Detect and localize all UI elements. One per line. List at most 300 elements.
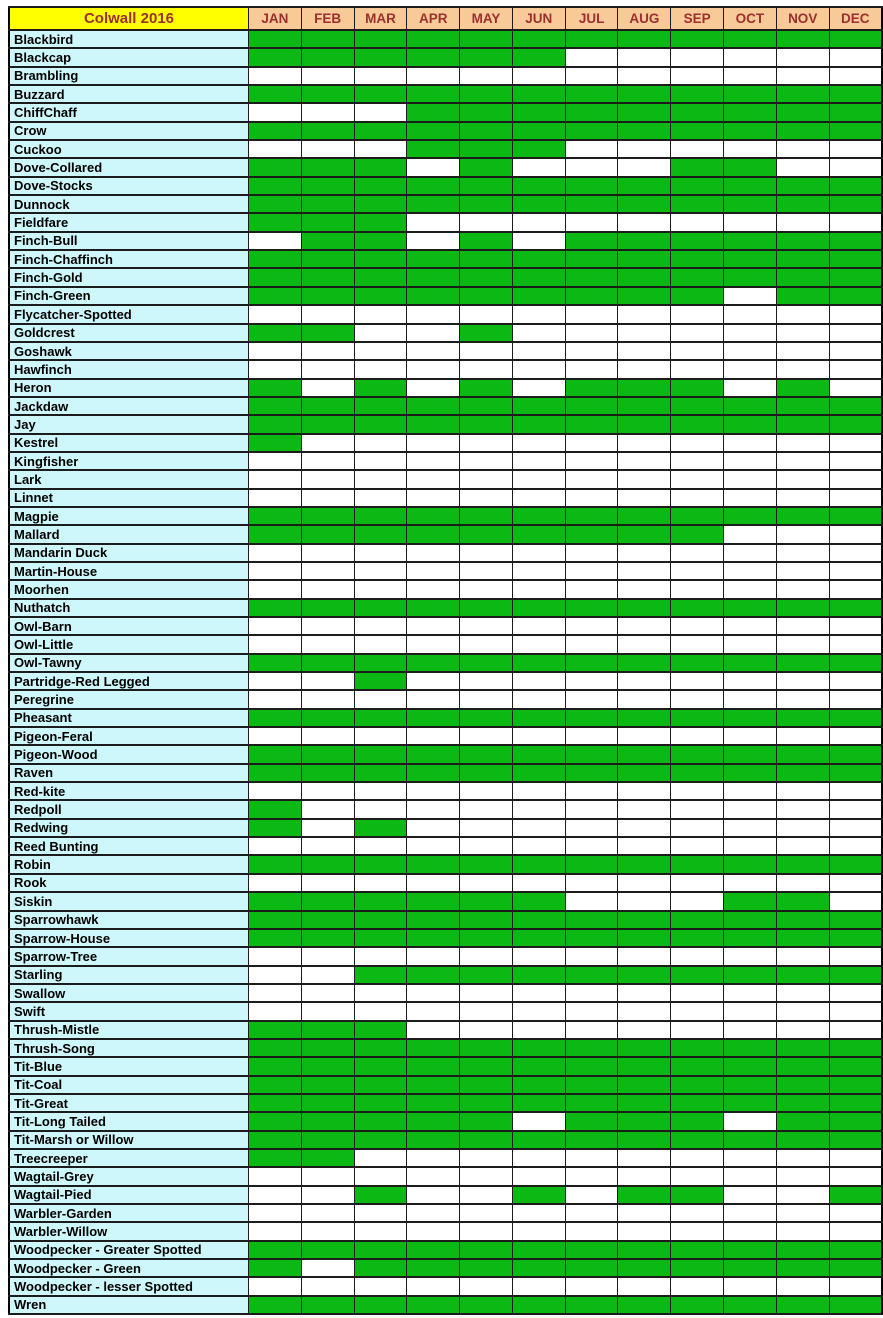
species-label: Tit-Long Tailed xyxy=(9,1112,249,1130)
species-row xyxy=(9,709,882,727)
month-cell-nov xyxy=(776,1277,829,1295)
month-cell-jul xyxy=(565,1277,618,1295)
month-cell-jul xyxy=(565,525,618,543)
month-cell-sep xyxy=(671,140,724,158)
month-cell-nov xyxy=(776,800,829,818)
month-cell-dec xyxy=(829,672,882,690)
species-row xyxy=(9,1021,882,1039)
month-cell-jan xyxy=(249,415,302,433)
month-cell-nov xyxy=(776,250,829,268)
month-cell-nov xyxy=(776,1076,829,1094)
species-label: Dove-Stocks xyxy=(9,177,249,195)
month-cell-jul xyxy=(565,709,618,727)
month-cell-jan xyxy=(249,397,302,415)
month-cell-nov xyxy=(776,397,829,415)
species-row xyxy=(9,489,882,507)
month-cell-aug xyxy=(618,30,671,48)
month-cell-dec xyxy=(829,782,882,800)
species-row xyxy=(9,672,882,690)
month-cell-jan xyxy=(249,580,302,598)
month-cell-apr xyxy=(407,48,460,66)
species-label: Dove-Collared xyxy=(9,158,249,176)
month-cell-dec xyxy=(829,85,882,103)
month-cell-aug xyxy=(618,397,671,415)
month-cell-aug xyxy=(618,635,671,653)
species-row xyxy=(9,507,882,525)
month-cell-feb xyxy=(301,1186,354,1204)
species-row xyxy=(9,1002,882,1020)
month-cell-jun xyxy=(512,800,565,818)
month-cell-mar xyxy=(354,379,407,397)
month-cell-oct xyxy=(724,1167,777,1185)
month-cell-jan xyxy=(249,85,302,103)
month-cell-oct xyxy=(724,1149,777,1167)
species-row xyxy=(9,122,882,140)
month-cell-nov xyxy=(776,232,829,250)
month-cell-jul xyxy=(565,489,618,507)
species-row xyxy=(9,250,882,268)
month-cell-mar xyxy=(354,966,407,984)
month-cell-aug xyxy=(618,745,671,763)
month-cell-sep xyxy=(671,580,724,598)
month-cell-oct xyxy=(724,213,777,231)
month-cell-nov xyxy=(776,1021,829,1039)
month-cell-apr xyxy=(407,800,460,818)
month-cell-oct xyxy=(724,855,777,873)
month-cell-mar xyxy=(354,709,407,727)
month-cell-sep xyxy=(671,342,724,360)
month-cell-jun xyxy=(512,67,565,85)
month-cell-oct xyxy=(724,911,777,929)
month-cell-sep xyxy=(671,929,724,947)
month-cell-feb xyxy=(301,911,354,929)
month-cell-jun xyxy=(512,1057,565,1075)
month-cell-aug xyxy=(618,1186,671,1204)
month-cell-oct xyxy=(724,268,777,286)
month-cell-jun xyxy=(512,342,565,360)
month-cell-apr xyxy=(407,1057,460,1075)
month-cell-apr xyxy=(407,305,460,323)
month-cell-jun xyxy=(512,1186,565,1204)
month-cell-dec xyxy=(829,305,882,323)
month-cell-apr xyxy=(407,690,460,708)
month-cell-aug xyxy=(618,1057,671,1075)
month-cell-oct xyxy=(724,507,777,525)
month-cell-sep xyxy=(671,415,724,433)
month-cell-oct xyxy=(724,599,777,617)
month-cell-apr xyxy=(407,1186,460,1204)
month-cell-jan xyxy=(249,874,302,892)
species-row xyxy=(9,30,882,48)
month-cell-feb xyxy=(301,764,354,782)
month-cell-jun xyxy=(512,177,565,195)
month-cell-jun xyxy=(512,158,565,176)
month-cell-feb xyxy=(301,1259,354,1277)
month-cell-jun xyxy=(512,929,565,947)
month-cell-jan xyxy=(249,544,302,562)
month-cell-may xyxy=(460,654,513,672)
month-cell-nov xyxy=(776,1204,829,1222)
month-cell-jan xyxy=(249,672,302,690)
species-row xyxy=(9,67,882,85)
month-cell-aug xyxy=(618,324,671,342)
month-cell-jul xyxy=(565,1002,618,1020)
month-cell-aug xyxy=(618,360,671,378)
species-row xyxy=(9,232,882,250)
month-cell-jul xyxy=(565,617,618,635)
month-cell-jun xyxy=(512,544,565,562)
month-cell-may xyxy=(460,892,513,910)
month-cell-aug xyxy=(618,452,671,470)
species-label: Owl-Little xyxy=(9,635,249,653)
month-cell-apr xyxy=(407,727,460,745)
month-cell-sep xyxy=(671,617,724,635)
month-cell-may xyxy=(460,324,513,342)
month-cell-oct xyxy=(724,195,777,213)
month-cell-feb xyxy=(301,158,354,176)
month-cell-may xyxy=(460,250,513,268)
month-cell-feb xyxy=(301,580,354,598)
month-cell-dec xyxy=(829,966,882,984)
month-cell-jun xyxy=(512,837,565,855)
month-cell-nov xyxy=(776,782,829,800)
month-cell-jan xyxy=(249,929,302,947)
month-cell-jul xyxy=(565,855,618,873)
month-cell-jan xyxy=(249,1186,302,1204)
month-cell-jan xyxy=(249,947,302,965)
month-cell-jan xyxy=(249,1204,302,1222)
month-cell-feb xyxy=(301,690,354,708)
month-cell-jan xyxy=(249,599,302,617)
month-cell-nov xyxy=(776,48,829,66)
month-cell-mar xyxy=(354,929,407,947)
species-label: Thrush-Song xyxy=(9,1039,249,1057)
month-cell-jan xyxy=(249,654,302,672)
month-header-oct: OCT xyxy=(724,7,777,30)
month-cell-nov xyxy=(776,287,829,305)
month-cell-may xyxy=(460,342,513,360)
month-cell-oct xyxy=(724,324,777,342)
month-cell-mar xyxy=(354,1277,407,1295)
month-cell-apr xyxy=(407,1112,460,1130)
species-row xyxy=(9,966,882,984)
month-cell-dec xyxy=(829,287,882,305)
month-cell-nov xyxy=(776,1222,829,1240)
month-cell-mar xyxy=(354,1259,407,1277)
month-cell-sep xyxy=(671,268,724,286)
month-cell-feb xyxy=(301,800,354,818)
month-cell-oct xyxy=(724,250,777,268)
month-cell-may xyxy=(460,1259,513,1277)
month-cell-apr xyxy=(407,911,460,929)
month-cell-nov xyxy=(776,892,829,910)
month-cell-mar xyxy=(354,397,407,415)
month-cell-sep xyxy=(671,1094,724,1112)
month-cell-apr xyxy=(407,1149,460,1167)
species-label: Peregrine xyxy=(9,690,249,708)
species-row xyxy=(9,782,882,800)
species-label: Tit-Blue xyxy=(9,1057,249,1075)
species-row xyxy=(9,984,882,1002)
month-cell-mar xyxy=(354,1131,407,1149)
month-cell-jun xyxy=(512,782,565,800)
month-cell-jan xyxy=(249,379,302,397)
month-cell-jan xyxy=(249,1296,302,1314)
month-cell-jan xyxy=(249,287,302,305)
month-cell-apr xyxy=(407,580,460,598)
month-cell-may xyxy=(460,195,513,213)
month-cell-feb xyxy=(301,489,354,507)
month-cell-dec xyxy=(829,103,882,121)
month-cell-sep xyxy=(671,654,724,672)
species-row xyxy=(9,617,882,635)
month-cell-dec xyxy=(829,580,882,598)
month-cell-mar xyxy=(354,1076,407,1094)
month-cell-feb xyxy=(301,745,354,763)
month-cell-feb xyxy=(301,85,354,103)
month-cell-jul xyxy=(565,1039,618,1057)
month-cell-aug xyxy=(618,1076,671,1094)
month-cell-mar xyxy=(354,1021,407,1039)
species-row xyxy=(9,397,882,415)
month-cell-may xyxy=(460,1277,513,1295)
month-cell-may xyxy=(460,580,513,598)
month-cell-mar xyxy=(354,892,407,910)
month-cell-feb xyxy=(301,1222,354,1240)
month-cell-jun xyxy=(512,580,565,598)
month-cell-jul xyxy=(565,562,618,580)
month-cell-nov xyxy=(776,984,829,1002)
month-cell-mar xyxy=(354,470,407,488)
month-cell-oct xyxy=(724,85,777,103)
month-cell-feb xyxy=(301,1094,354,1112)
month-cell-may xyxy=(460,415,513,433)
month-cell-apr xyxy=(407,984,460,1002)
month-cell-may xyxy=(460,1186,513,1204)
month-cell-mar xyxy=(354,690,407,708)
month-cell-apr xyxy=(407,966,460,984)
month-cell-aug xyxy=(618,1002,671,1020)
species-row xyxy=(9,1149,882,1167)
table-title: Colwall 2016 xyxy=(9,7,249,30)
month-cell-jun xyxy=(512,617,565,635)
month-cell-dec xyxy=(829,525,882,543)
month-cell-aug xyxy=(618,984,671,1002)
month-cell-mar xyxy=(354,1039,407,1057)
month-cell-jan xyxy=(249,1094,302,1112)
month-cell-nov xyxy=(776,855,829,873)
month-cell-mar xyxy=(354,489,407,507)
month-cell-jun xyxy=(512,874,565,892)
species-label: Woodpecker - Greater Spotted xyxy=(9,1241,249,1259)
month-cell-may xyxy=(460,635,513,653)
month-cell-nov xyxy=(776,489,829,507)
month-cell-jul xyxy=(565,1149,618,1167)
month-cell-nov xyxy=(776,342,829,360)
month-cell-aug xyxy=(618,892,671,910)
month-cell-nov xyxy=(776,434,829,452)
month-cell-dec xyxy=(829,892,882,910)
month-cell-apr xyxy=(407,250,460,268)
month-cell-apr xyxy=(407,1259,460,1277)
month-cell-jun xyxy=(512,562,565,580)
month-cell-aug xyxy=(618,232,671,250)
month-cell-aug xyxy=(618,250,671,268)
month-cell-feb xyxy=(301,635,354,653)
month-cell-jan xyxy=(249,507,302,525)
species-label: Goldcrest xyxy=(9,324,249,342)
month-cell-dec xyxy=(829,1057,882,1075)
month-cell-apr xyxy=(407,764,460,782)
month-cell-jul xyxy=(565,470,618,488)
month-cell-jan xyxy=(249,250,302,268)
month-cell-sep xyxy=(671,892,724,910)
month-cell-jan xyxy=(249,800,302,818)
species-label: Magpie xyxy=(9,507,249,525)
month-cell-sep xyxy=(671,1259,724,1277)
species-row xyxy=(9,690,882,708)
month-cell-jul xyxy=(565,764,618,782)
month-cell-apr xyxy=(407,562,460,580)
month-cell-feb xyxy=(301,250,354,268)
species-label: Rook xyxy=(9,874,249,892)
month-cell-jun xyxy=(512,525,565,543)
species-row xyxy=(9,544,882,562)
month-cell-feb xyxy=(301,1131,354,1149)
month-cell-jun xyxy=(512,690,565,708)
month-cell-nov xyxy=(776,1039,829,1057)
species-row xyxy=(9,342,882,360)
species-label: Moorhen xyxy=(9,580,249,598)
month-cell-jan xyxy=(249,782,302,800)
month-cell-dec xyxy=(829,415,882,433)
month-cell-jan xyxy=(249,892,302,910)
month-cell-jun xyxy=(512,727,565,745)
month-cell-jul xyxy=(565,1241,618,1259)
month-cell-nov xyxy=(776,1094,829,1112)
species-label: Hawfinch xyxy=(9,360,249,378)
month-cell-sep xyxy=(671,1186,724,1204)
month-cell-nov xyxy=(776,819,829,837)
month-cell-dec xyxy=(829,745,882,763)
month-cell-feb xyxy=(301,1277,354,1295)
month-cell-apr xyxy=(407,892,460,910)
month-cell-nov xyxy=(776,1002,829,1020)
species-label: Wagtail-Grey xyxy=(9,1167,249,1185)
month-cell-dec xyxy=(829,947,882,965)
month-cell-feb xyxy=(301,48,354,66)
month-cell-may xyxy=(460,764,513,782)
month-cell-may xyxy=(460,85,513,103)
month-cell-may xyxy=(460,947,513,965)
month-cell-nov xyxy=(776,324,829,342)
bird-sightings-table xyxy=(8,6,883,1315)
month-cell-aug xyxy=(618,1131,671,1149)
month-cell-oct xyxy=(724,1057,777,1075)
month-cell-aug xyxy=(618,1277,671,1295)
month-cell-jan xyxy=(249,489,302,507)
month-cell-sep xyxy=(671,1241,724,1259)
species-row xyxy=(9,177,882,195)
species-row xyxy=(9,85,882,103)
month-cell-oct xyxy=(724,1296,777,1314)
species-label: Starling xyxy=(9,966,249,984)
month-cell-jul xyxy=(565,195,618,213)
month-cell-oct xyxy=(724,709,777,727)
month-cell-mar xyxy=(354,342,407,360)
month-cell-jun xyxy=(512,250,565,268)
month-cell-jul xyxy=(565,67,618,85)
month-cell-jan xyxy=(249,1076,302,1094)
month-cell-oct xyxy=(724,544,777,562)
month-cell-dec xyxy=(829,654,882,672)
month-cell-jun xyxy=(512,122,565,140)
month-cell-jan xyxy=(249,140,302,158)
month-cell-jan xyxy=(249,305,302,323)
month-cell-may xyxy=(460,599,513,617)
month-cell-nov xyxy=(776,1112,829,1130)
month-cell-feb xyxy=(301,232,354,250)
month-cell-apr xyxy=(407,672,460,690)
month-cell-jul xyxy=(565,984,618,1002)
month-cell-jan xyxy=(249,48,302,66)
month-cell-oct xyxy=(724,929,777,947)
month-cell-nov xyxy=(776,635,829,653)
month-cell-aug xyxy=(618,580,671,598)
species-row xyxy=(9,947,882,965)
month-cell-mar xyxy=(354,324,407,342)
month-cell-oct xyxy=(724,837,777,855)
month-cell-jun xyxy=(512,507,565,525)
month-cell-dec xyxy=(829,489,882,507)
month-cell-jun xyxy=(512,764,565,782)
species-label: Buzzard xyxy=(9,85,249,103)
month-cell-mar xyxy=(354,85,407,103)
month-cell-apr xyxy=(407,1002,460,1020)
month-cell-jun xyxy=(512,379,565,397)
month-cell-nov xyxy=(776,30,829,48)
month-cell-may xyxy=(460,855,513,873)
month-cell-apr xyxy=(407,1094,460,1112)
month-cell-mar xyxy=(354,305,407,323)
month-cell-jul xyxy=(565,250,618,268)
species-row xyxy=(9,1277,882,1295)
month-cell-oct xyxy=(724,1204,777,1222)
month-cell-may xyxy=(460,30,513,48)
species-label: Tit-Great xyxy=(9,1094,249,1112)
month-cell-may xyxy=(460,1241,513,1259)
month-cell-sep xyxy=(671,324,724,342)
month-cell-aug xyxy=(618,837,671,855)
month-cell-jul xyxy=(565,892,618,910)
month-cell-feb xyxy=(301,1167,354,1185)
month-cell-jan xyxy=(249,360,302,378)
species-label: Jackdaw xyxy=(9,397,249,415)
month-cell-dec xyxy=(829,177,882,195)
month-cell-feb xyxy=(301,287,354,305)
species-row xyxy=(9,1259,882,1277)
month-cell-nov xyxy=(776,1167,829,1185)
month-cell-jun xyxy=(512,1112,565,1130)
month-header-jun: JUN xyxy=(512,7,565,30)
species-label: Pigeon-Feral xyxy=(9,727,249,745)
month-cell-sep xyxy=(671,85,724,103)
month-cell-jun xyxy=(512,305,565,323)
month-cell-jan xyxy=(249,232,302,250)
month-cell-jan xyxy=(249,1039,302,1057)
month-cell-jan xyxy=(249,1259,302,1277)
month-cell-jul xyxy=(565,305,618,323)
